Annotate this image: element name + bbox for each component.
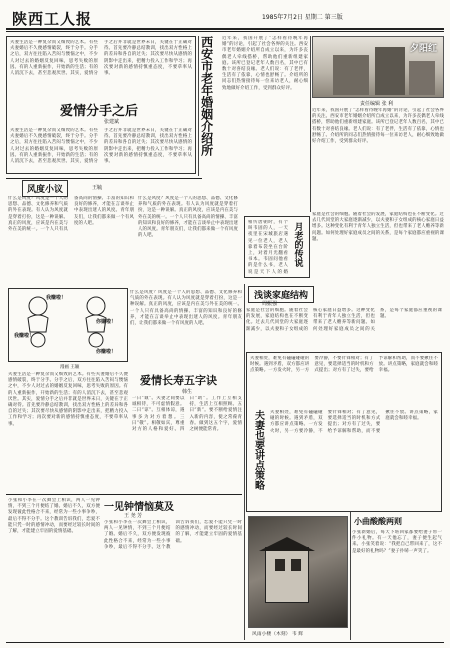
column-rule: [198, 36, 199, 176]
elderly-marriage-body: 近年来，我国开展了“怎样看待晚年再婚”的讨论，引起了社会各界的关注。西安市老年婚姻介绍所自成立以来，为许多丧偶老人牵线搭桥，帮助他们重新组建家庭。该所已登记老年人数百名，其中已有数十对喜结良缘。老人们说：有了老伴，生活有了依靠，心情也舒畅了。介绍所的同志们热情接待每一位来访老人，耐心细致地做好介绍工作，受到群众好评。: [222, 36, 308, 91]
bottom-rule: [6, 642, 444, 643]
woodcut-window: [275, 559, 285, 571]
woodcut-roof: [259, 537, 315, 551]
cartoon-face: [29, 297, 47, 315]
left-mid-body: 夫妻生活是一种复杂而又细致的艺术。有些夫妻婚后不久便感情破裂，终于分手。分手之后，双方往往陷入苦闷与懊恼之中，不少人对过去的婚姻反复回味，思考失败的原因。有的人重新振作，开始新的生活；有的人消沉下去，甚至悲观厌世。其实，爱情分手之后并非就是世界末日，关键在于正确对待。首先要冷静总结教训，找出双方性格上的差异和各自的过失；其次要尽快从感情的阴影中走出来，把精力投入工作和学习；再次要对新的感情持慎重态度，不要草率从事。: [8, 372, 128, 427]
woodcut-image: [248, 516, 348, 628]
love-breakup-author: 张建斌: [104, 119, 120, 125]
couple-tactics-body-lower: 夫妻相处，难免有磕磕碰碰的时候。遇到矛盾，双方都应讲点策略。一方发火时，另一方要冷静，不要针锋相对；有了意见，要选择适当的时机和方式提出；对方有了过失，要给予谅解和帮助，而不要揪住不放。讲点策略，家庭就会和睦幸福。: [270, 410, 438, 434]
cartoon-credit: 漫画 王颖: [60, 365, 80, 370]
woodcut-caption: 风雨小楼（木刻） 韦 辉: [252, 632, 304, 637]
cartoon-label-4: 你赚啦！: [96, 349, 117, 355]
masthead-rule-top: [6, 28, 444, 30]
life-conversation-body-left: 小张和小李在一次舞会上相识，两人一见钟情，不到三个月便结了婚。婚后不久，双方便发现彼此性格合不来，经常为一些小事争吵，最后不得不分手。这个教训告诉我们，恋爱不能只凭一时的感情冲动，而要经过较长时间的了解，才能建立牢固的爱情基础。: [8, 498, 100, 535]
home-structure-title: 浅谈家庭结构: [248, 286, 314, 303]
wind-column-title: 风度小议: [22, 180, 68, 197]
right-column-body: 近年来，我国开展了“怎样看待晚年再婚”的讨论，引起了社会各界的关注。西安市老年婚姻介绍所自成立以来，为许多丧偶老人牵线搭桥，帮助他们重新组建家庭。该所已登记老年人数百名，其中已有数十对喜结良缘。老人们说：有了老伴，生活有了依靠，心情也舒畅了。介绍所的同志们热情接待每一位来访老人，耐心细致地做好介绍工作，受到群众好评。: [312, 108, 444, 145]
small-story-title: 小曲酸酸两则: [354, 516, 402, 526]
woodcut-building: [265, 547, 309, 603]
wind-column-body-right: 什么是风度？风度是一个人的思想、品德、文化修养和气质的外在表现。有人认为风度就是穿着打扮，这是一种误解。真正的风度，应该是内在美与外在美的统一。一个人只有具备高尚的情操、丰富的知识和良好的修养，才能在言谈举止中表现出迷人的风度。青年朋友们，让我们都来做一个有风度的人吧。: [138, 196, 238, 239]
divider: [6, 494, 242, 495]
life-conversation-title: 一见钟情恼莫及: [104, 502, 174, 513]
life-conversation-body: 小张和小李在一次舞会上相识，两人一见钟情，不到三个月便结了婚。婚后不久，双方便发现彼此性格合不来，经常为一些小事争吵，最后不得不分手。这个教训告诉我们，恋爱不能只凭一时的感情冲动，而要经过较长时间的了解，才能建立牢固的爱情基础。: [104, 520, 242, 550]
masthead-title: 陕西工人报: [12, 10, 93, 28]
wind-column-author: 王毓: [92, 185, 103, 191]
home-structure-body: 家庭是社会的细胞。随着社会的发展，家庭结构也在不断变化。过去几代同堂的大家庭逐渐减少，以夫妻和子女组成的核心家庭日益增多。这种变化有利于青年人独立生活，但也带来了老人赡养等新问题。如何处理好家庭成员之间的关系，是每个家庭都应重视的课题。: [246, 308, 442, 332]
life-conversation-author: 王 尧 芳: [124, 513, 143, 519]
banner-building: [375, 47, 405, 95]
wind-column-body: 什么是风度？风度是一个人的思想、品德、文化修养和气质的外在表现。有人认为风度就是穿着打扮，这是一种误解。真正的风度，应该是内在美与外在美的统一。一个人只有具备高尚的情操、丰富的知识和良好的修养，才能在言谈举止中表现出迷人的风度。青年朋友们，让我们都来做一个有风度的人吧。: [8, 196, 134, 233]
column-rule: [350, 512, 351, 640]
right-column-body-cont: 家庭是社会的细胞。随着社会的发展，家庭结构也在不断变化。过去几代同堂的大家庭逐渐减少，以夫妻和子女组成的核心家庭日益增多。这种变化有利于青年人独立生活，但也带来了老人赡养等新问题。如何处理好家庭成员之间的关系，是每个家庭都应重视的课题。: [312, 212, 444, 242]
woodcut-window: [291, 559, 301, 571]
home-structure-author: 周振强: [262, 301, 278, 307]
banner-image: [312, 36, 444, 98]
cartoon-label-3: 我赚啦！: [14, 333, 35, 339]
banner-text: 夕阳红: [409, 44, 437, 54]
banner-building: [409, 61, 435, 95]
divider: [6, 178, 202, 179]
love-five-char-author: 韩生: [182, 389, 193, 395]
small-story-body: 小张新婚后，每天下班回家都要给妻子带一件小礼物。有一天他忘了，妻子便生起气来。小张笑着说：“我把自己带回来了，这不是最好的礼物吗？”妻子扑哧一声笑了。: [352, 530, 442, 554]
banner-caption: 责任编辑 张 利: [360, 101, 394, 107]
cartoon-label-1: 我赚啦！: [46, 295, 67, 301]
couple-tactics-title: 夫妻也要讲点策略: [252, 410, 264, 490]
cartoon-face: [89, 333, 103, 347]
cartoon-face: [87, 297, 105, 315]
moon-legend-title: 月老的传说: [292, 222, 303, 267]
masthead-date: 1985年7月2日 星期二 第三版: [262, 14, 343, 21]
cartoon-body: [28, 315, 48, 332]
love-five-char-title: 爱情长寿五字诀: [140, 374, 217, 387]
elderly-marriage-title: 西安市老年婚姻介绍所: [199, 36, 214, 156]
love-breakup-title: 爱情分手之后: [60, 104, 139, 119]
banner-building: [333, 55, 369, 95]
moon-legend-body: 相传唐朝时，有个叫韦固的人，一天夜里在宋城旅店遇见一位老人，老人靠着布袋坐在台阶上，对着月光翻看书本。韦固问他看的是什么书，老人说是天下人的婚: [248, 220, 288, 274]
column-rule: [310, 36, 311, 212]
couple-tactics-body: 夫妻相处，难免有磕磕碰碰的时候。遇到矛盾，双方都应讲点策略。一方发火时，另一方要冷静，不要针锋相对；有了意见，要选择适当的时机和方式提出；对方有了过失，要给予谅解和帮助，而不要揪住不放。讲点策略，家庭就会和睦幸福。: [250, 356, 438, 374]
love-five-char-body: 一曰“诚”。夫妻之间要以诚相待，不可虚情假意。二曰“谅”。互相体谅，遇事多为对方着想。三曰“敬”。相敬如宾，尊重对方的人格和爱好。四曰“助”。工作上互相支持，生活上互相照顾。五曰“新”。要不断给爱情注入新的内容，使之常葆青春。做到这五个字，爱情之树便能常青。: [132, 396, 242, 433]
love-breakup-body: 夫妻生活是一种复杂而又细致的艺术。有些夫妻婚后不久便感情破裂，终于分手。分手之后，双方往往陷入苦闷与懊恼之中，不少人对过去的婚姻反复回味，思考失败的原因。有的人重新振作，开始新的生活；有的人消沉下去，甚至悲观厌世。其实，爱情分手之后并非就是世界末日，关键在于正确对待。首先要冷静总结教训，找出双方性格上的差异和各自的过失；其次要尽快从感情的阴影中走出来，把精力投入工作和学习；再次要对新的感情持慎重态度，不要草率从事。: [10, 40, 192, 77]
column-rule: [244, 284, 245, 640]
cartoon-label-2: 你嫌啦！: [96, 319, 117, 325]
masthead-rule-bottom: [6, 31, 444, 32]
love-breakup-body-lower: 夫妻生活是一种复杂而又细致的艺术。有些夫妻婚后不久便感情破裂，终于分手。分手之后，双方往往陷入苦闷与懊恼之中，不少人对过去的婚姻反复回味，思考失败的原因。有的人重新振作，开始新的生活；有的人消沉下去，甚至悲观厌世。其实，爱情分手之后并非就是世界末日，关键在于正确对待。首先要冷静总结教训，找出双方性格上的差异和各自的过失；其次要尽快从感情的阴影中走出来，把精力投入工作和学习；再次要对新的感情持慎重态度，不要草率从事。: [10, 128, 192, 165]
mid-left-body: 什么是风度？风度是一个人的思想、品德、文化修养和气质的外在表现。有人认为风度就是穿着打扮，这是一种误解。真正的风度，应该是内在美与外在美的统一。一个人只有具备高尚的情操、丰富的知识和良好的修养，才能在言谈举止中表现出迷人的风度。青年朋友们，让我们都来做一个有风度的人吧。: [130, 290, 242, 327]
